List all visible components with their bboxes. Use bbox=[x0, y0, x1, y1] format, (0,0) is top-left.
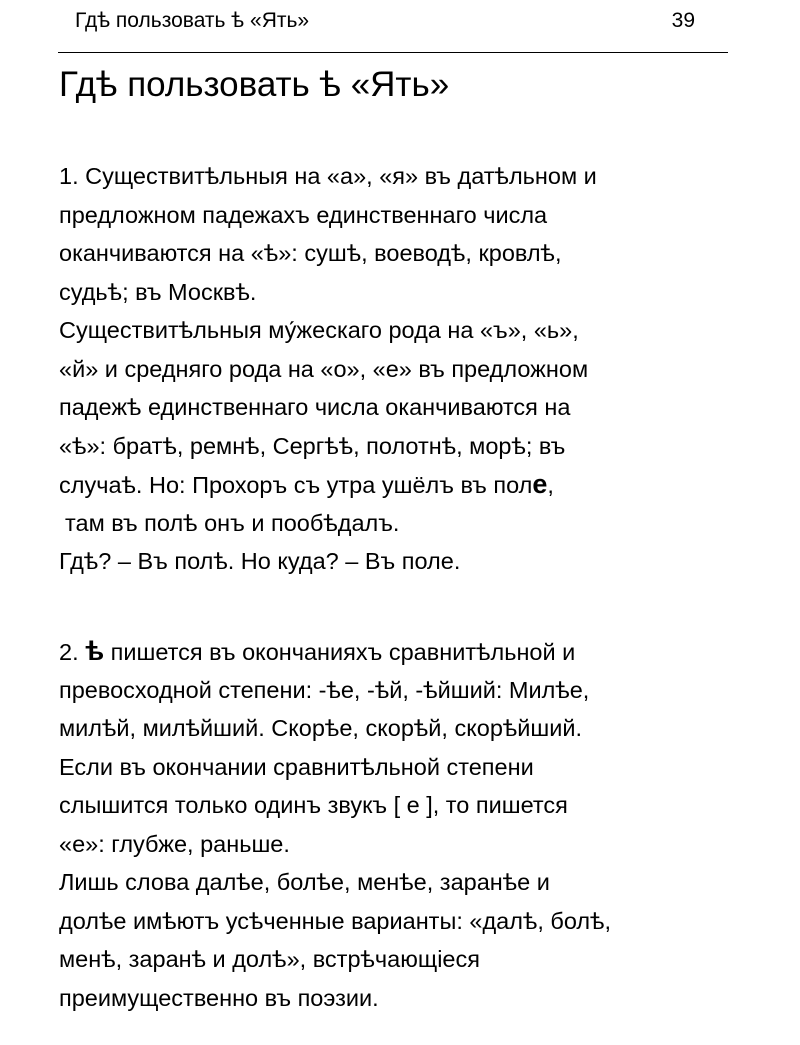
paragraph-line: оканчиваются на «ѣ»: сушѣ, воеводѣ, кровлѣ, bbox=[59, 240, 562, 266]
header-divider bbox=[58, 52, 728, 53]
paragraph-line: менѣ, заранѣ и долѣ», встрѣчающіеся bbox=[59, 946, 480, 972]
paragraph-line: «й» и средняго рода на «о», «е» въ предложном bbox=[59, 355, 589, 382]
paragraph-line: 1. Существитѣльныя на «а», «я» въ датѣльном и bbox=[59, 163, 597, 189]
paragraph-line: Лишь слова далѣе, болѣе, менѣе, заранѣе и bbox=[59, 869, 550, 895]
paragraph-line-mixed bbox=[59, 465, 759, 504]
paragraph-line: предложном падежахъ единственнаго числа bbox=[59, 201, 548, 228]
section-1 bbox=[59, 157, 759, 581]
running-header bbox=[75, 6, 695, 36]
line-text: , bbox=[547, 472, 554, 498]
paragraph-line: Существитѣльныя му́жескаго рода на «ъ», «ь», bbox=[59, 317, 579, 343]
chapter-title: Гдѣ пользовать ѣ «Ять» bbox=[59, 65, 450, 104]
line-text: случаѣ. Но: Прохоръ съ утра ушёлъ въ пол bbox=[59, 472, 533, 498]
paragraph-line: Гдѣ? – Въ полѣ. Но куда? – Въ поле. bbox=[59, 548, 461, 574]
paragraph-line-mixed bbox=[59, 632, 759, 671]
paragraph-line: «ѣ»: братѣ, ремнѣ, Сергѣѣ, полотнѣ, морѣ; въ bbox=[59, 432, 566, 459]
section-number: 2. bbox=[59, 639, 86, 665]
running-title: Гдѣ пользовать ѣ «Ять» bbox=[75, 9, 310, 32]
paragraph-line: превосходной степени: -ѣе, -ѣй, -ѣйший: Милѣе, bbox=[59, 676, 590, 703]
paragraph-line: слышится только одинъ звукъ [ е ], то пишется bbox=[59, 792, 568, 818]
emphasized-letter: е bbox=[532, 469, 548, 499]
yat-letter: ѣ bbox=[85, 636, 105, 666]
paragraph-line: преимущественно въ поэзии. bbox=[59, 984, 379, 1011]
paragraph-line: милѣй, милѣйший. Скорѣе, скорѣй, скорѣйший. bbox=[59, 715, 583, 741]
section-2 bbox=[59, 632, 759, 1017]
line-text: пишется въ окончанияхъ сравнитѣльной и bbox=[104, 639, 576, 665]
paragraph-line: падежѣ единственнаго числа оканчиваются на bbox=[59, 394, 571, 420]
paragraph-line: долѣе имѣютъ усѣченные варианты: «далѣ, болѣ, bbox=[59, 907, 612, 934]
page-number: 39 bbox=[671, 9, 695, 32]
paragraph-line: «е»: глубже, раньше. bbox=[59, 830, 290, 857]
paragraph-line: судьѣ; въ Москвѣ. bbox=[59, 278, 257, 305]
paragraph-line: там въ полѣ онъ и пообѣдалъ. bbox=[65, 509, 400, 536]
paragraph-line: Если въ окончании сравнитѣльной степени bbox=[59, 753, 534, 780]
